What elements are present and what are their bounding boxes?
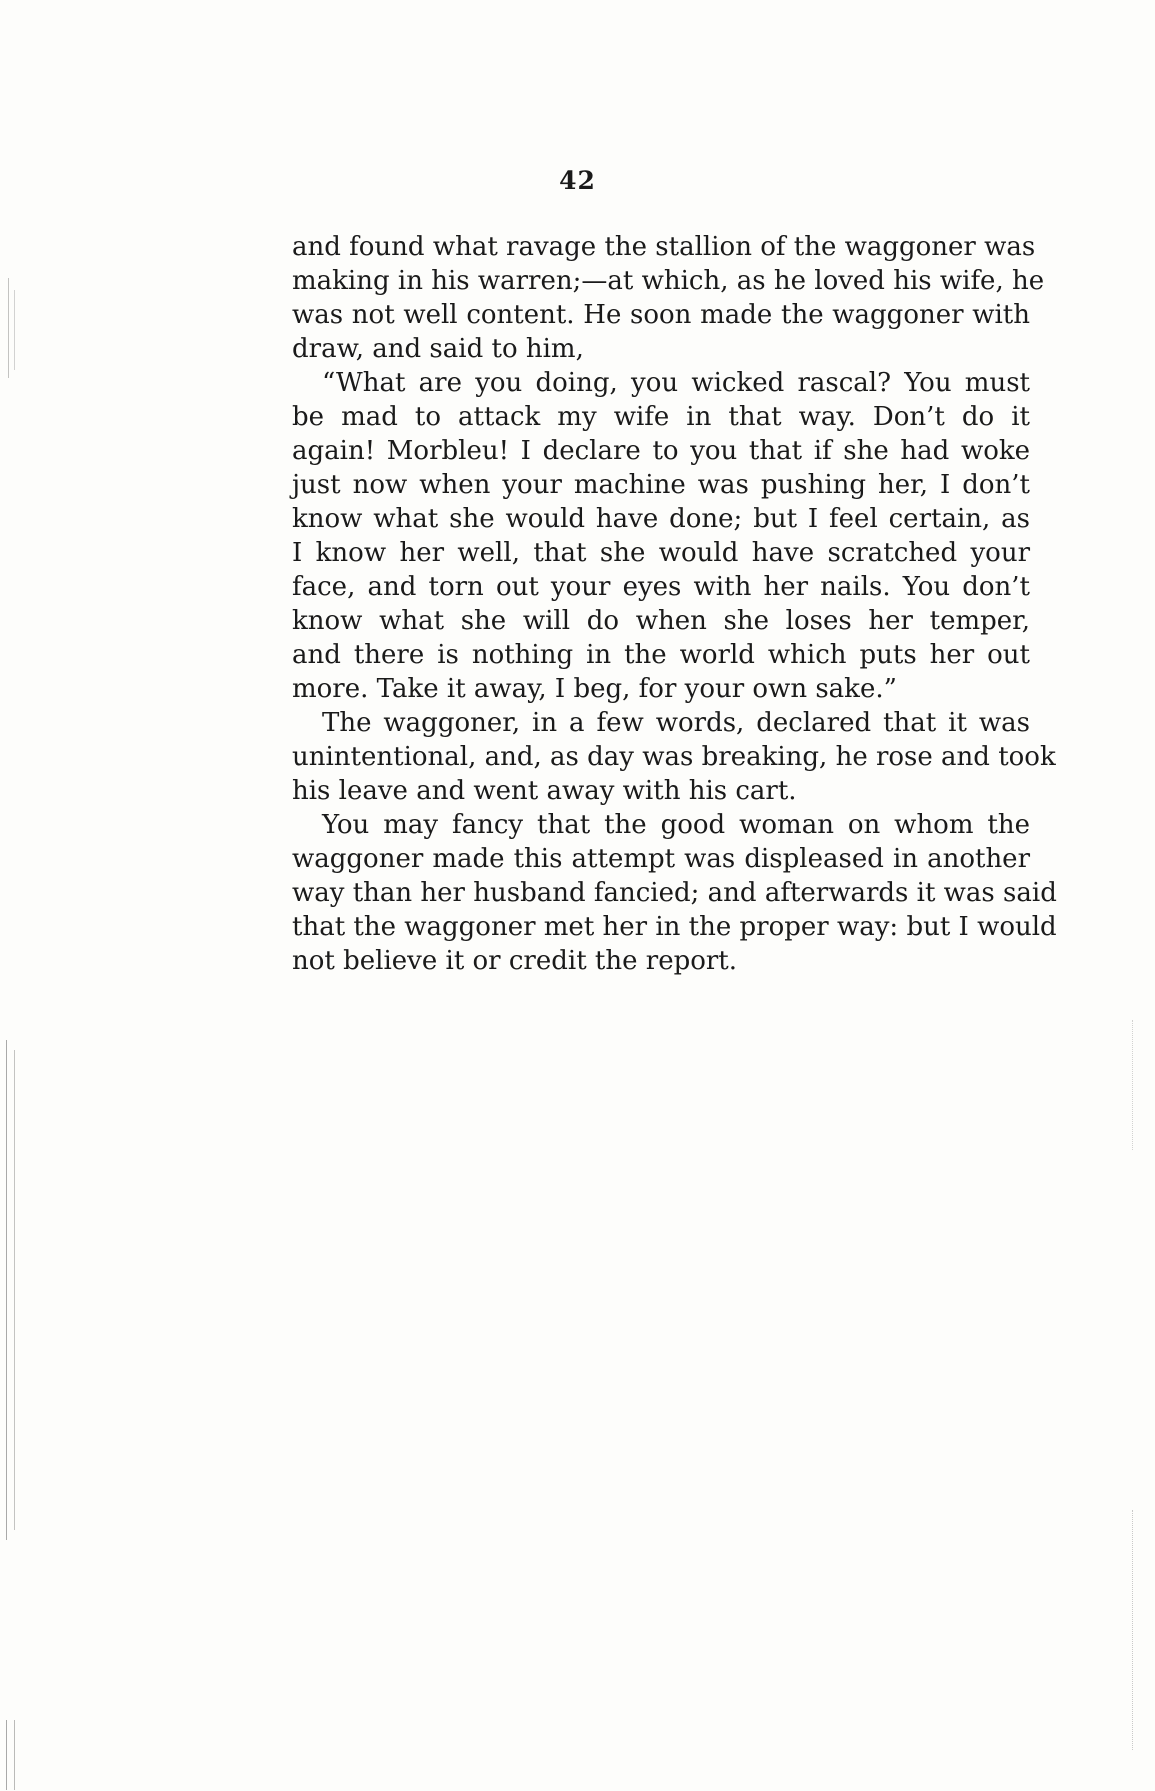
scan-edge-mark xyxy=(14,1720,15,1790)
text-line: unintentional, and, as day was breaking, he rose and took xyxy=(292,742,1056,772)
text-line: more. Take it away, I beg, for your own sake.” xyxy=(292,674,897,704)
page-number: 42 xyxy=(559,166,596,195)
text-line: his leave and went away with his cart. xyxy=(292,776,797,806)
text-line: I know her well, that she would have scratched your xyxy=(292,538,1030,568)
scan-edge-mark xyxy=(1132,1020,1133,1150)
text-line: draw, and said to him, xyxy=(292,334,584,364)
text-line: The waggoner, in a few words, declared that it was xyxy=(322,708,1030,738)
text-line: making in his warren;—at which, as he loved his wife, he xyxy=(292,266,1045,296)
text-line: know what she would have done; but I feel certain, as xyxy=(292,504,1030,534)
text-line: “What are you doing, you wicked rascal? You must xyxy=(322,368,1030,398)
scan-edge-mark xyxy=(1132,1510,1133,1750)
text-line: be mad to attack my wife in that way. Don’t do it xyxy=(292,402,1030,432)
text-line: way than her husband fancied; and afterwards it was said xyxy=(292,878,1057,908)
body-text xyxy=(292,230,1057,978)
scan-edge-mark xyxy=(14,290,15,370)
text-line: and there is nothing in the world which puts her out xyxy=(292,640,1030,670)
text-line: and found what ravage the stallion of the waggoner was xyxy=(292,232,1036,262)
text-line: again! Morbleu! I declare to you that if she had woke xyxy=(292,436,1030,466)
text-line: know what she will do when she loses her temper, xyxy=(292,606,1030,636)
text-line: just now when your machine was pushing her, I don’t xyxy=(292,470,1030,500)
scan-edge-mark xyxy=(14,1050,15,1530)
scan-edge-mark xyxy=(8,278,9,378)
text-line: was not well content. He soon made the waggoner with xyxy=(292,300,1030,330)
text-line: not believe it or credit the report. xyxy=(292,946,738,976)
text-line: face, and torn out your eyes with her nails. You don’t xyxy=(292,572,1030,602)
text-line: that the waggoner met her in the proper way: but I would xyxy=(292,912,1057,942)
scan-edge-mark xyxy=(6,1040,7,1540)
text-line: You may fancy that the good woman on whom the xyxy=(322,810,1030,840)
scan-edge-mark xyxy=(6,1720,7,1790)
text-line: waggoner made this attempt was displeased in another xyxy=(292,844,1030,874)
